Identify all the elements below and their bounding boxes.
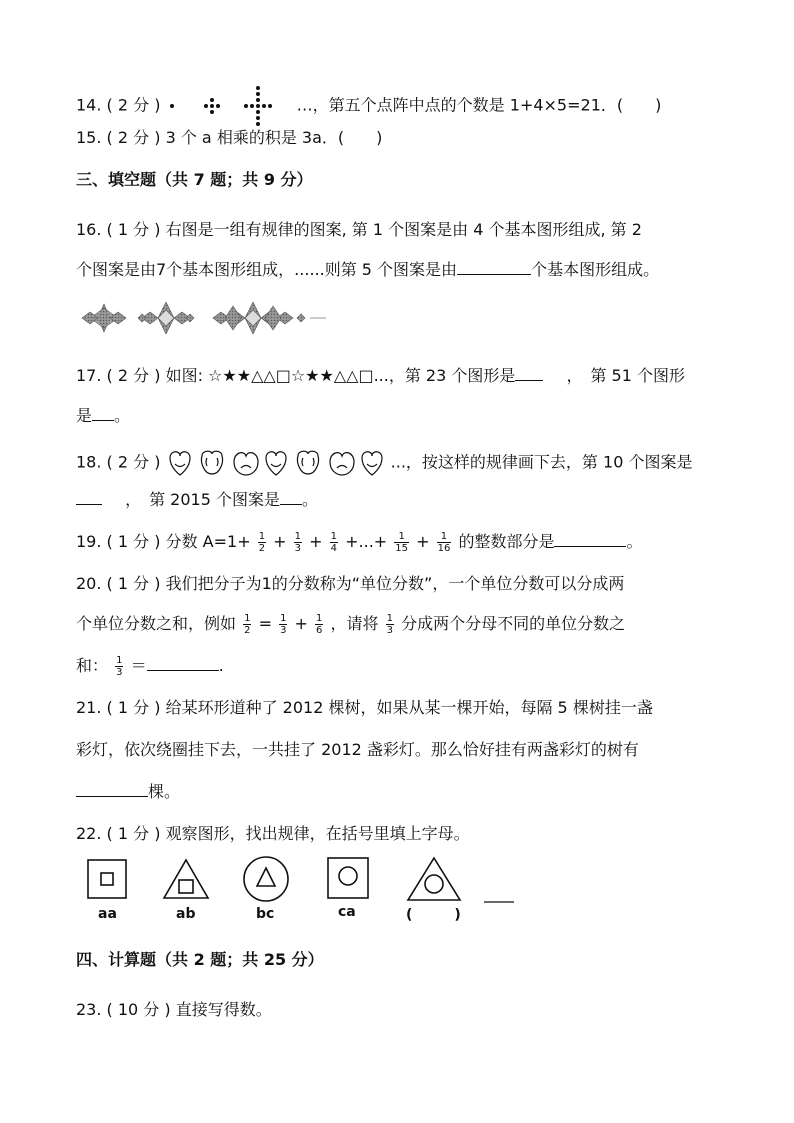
question-text: 。 <box>626 532 643 551</box>
question-text: 。 <box>114 406 131 425</box>
question-score: ( 1 分 ) <box>106 824 161 843</box>
shape-sequence-figure <box>82 856 522 904</box>
question-number: 17. <box>76 366 102 385</box>
small-triangle-shape <box>257 868 275 886</box>
answer-blank[interactable] <box>457 258 531 275</box>
question-text: ， 第 2015 个图案是 <box>125 490 280 509</box>
fraction: $\frac{1}{3}$ <box>294 531 302 554</box>
question-text: 个图案是由7个基本图形组成，......则第 5 个图案是由 <box>76 260 458 279</box>
question-20 <box>76 572 624 596</box>
question-text: ，请将 <box>330 614 379 633</box>
fraction: $\frac{1}{3}$ <box>116 655 123 678</box>
question-score: ( 1 分 ) <box>106 532 161 551</box>
section-title-fill-in: 三、填空题（共 7 题；共 9 分） <box>76 170 313 189</box>
answer-blank[interactable] <box>280 488 302 505</box>
fraction: $\frac{1}{2}$ <box>258 531 266 554</box>
question-17 <box>76 364 685 388</box>
question-text: ， 第 51 个图形 <box>566 366 686 385</box>
question-text: 3 个 a 相乘的积是 3a．( ) <box>165 128 383 147</box>
shape-label: bc <box>256 906 275 922</box>
question-number: 22. <box>76 824 102 843</box>
equals-sign: = <box>258 614 272 633</box>
question-text: ...，按这样的规律画下去，第 10 个图案是 <box>390 452 693 472</box>
question-score: ( 10 分 ) <box>106 1000 171 1019</box>
question-text: 右图是一组有规律的图案, 第 1 个图案是由 4 个基本图形组成, 第 2 <box>165 220 642 239</box>
question-score: ( 1 分 ) <box>106 574 161 593</box>
question-number: 15. <box>76 128 102 147</box>
circle-shape <box>244 857 288 901</box>
question-number: 16. <box>76 220 102 239</box>
question-18-line2 <box>76 488 318 512</box>
fraction: $\frac{1}{15}$ <box>395 531 409 554</box>
question-text: 分数 A=1+ <box>165 532 251 551</box>
answer-blank[interactable] <box>76 488 102 505</box>
plus-sign: + <box>309 532 323 551</box>
fraction: $\frac{1}{6}$ <box>316 613 323 636</box>
shape-label: ca <box>338 904 356 920</box>
plus-sign: + <box>294 614 308 633</box>
question-18 <box>76 448 692 478</box>
answer-parentheses[interactable]: ( ) <box>406 907 461 923</box>
question-21-line3 <box>76 780 180 804</box>
question-text: 个基本图形组成。 <box>531 260 660 279</box>
fraction: $\frac{1}{3}$ <box>280 613 287 636</box>
answer-blank[interactable] <box>92 404 114 421</box>
answer-blank[interactable] <box>554 530 626 547</box>
face-pattern-figure <box>166 448 386 478</box>
question-number: 21. <box>76 698 102 717</box>
plus-sign: + <box>273 532 287 551</box>
question-score: ( 2 分 ) <box>106 128 161 147</box>
question-14 <box>76 86 661 126</box>
question-16-line2 <box>76 258 659 282</box>
question-text: 观察图形，找出规律，在括号里填上字母。 <box>165 824 470 843</box>
question-score: ( 2 分 ) <box>106 452 161 472</box>
question-text: …，第五个点阵中点的个数是 1+4×5=21．( ) <box>296 95 662 115</box>
question-20-line3 <box>76 654 224 678</box>
question-23 <box>76 998 272 1022</box>
question-17-line2 <box>76 404 130 428</box>
square-shape <box>88 860 126 898</box>
small-circle-shape <box>339 867 357 885</box>
question-text: 棵。 <box>148 782 181 801</box>
question-text: 个单位分数之和，例如 <box>76 614 237 633</box>
question-text: 的整数部分是 <box>458 532 555 551</box>
square-shape <box>328 858 368 898</box>
question-number: 20. <box>76 574 102 593</box>
question-text: 。 <box>302 490 319 509</box>
fraction: $\frac{1}{4}$ <box>330 531 338 554</box>
question-number: 14. <box>76 95 102 115</box>
question-21 <box>76 696 653 720</box>
question-text: 给某环形道种了 2012 棵树，如果从某一棵开始，每隔 5 棵树挂一盏 <box>165 698 653 717</box>
question-text: 是 <box>76 406 93 425</box>
shape-label: aa <box>98 906 117 922</box>
plus-sign: + <box>416 532 430 551</box>
question-score: ( 2 分 ) <box>106 95 161 115</box>
question-text: 分成两个分母不同的单位分数之 <box>401 614 626 633</box>
section-title-calculation: 四、计算题（共 2 题；共 25 分） <box>76 950 324 969</box>
answer-blank[interactable] <box>76 780 148 797</box>
question-22 <box>76 822 470 846</box>
dot-pattern-figure <box>166 86 296 126</box>
question-text: . <box>218 656 224 675</box>
question-score: ( 1 分 ) <box>106 698 161 717</box>
question-15 <box>76 126 382 150</box>
equals-sign: ＝ <box>130 656 147 675</box>
question-text: 直接写得数。 <box>175 1000 272 1019</box>
question-text: 如图: ☆★★△△□☆★★△△□...，第 23 个图形是 <box>165 366 516 385</box>
question-20-line2 <box>76 612 625 636</box>
answer-blank[interactable] <box>515 364 543 381</box>
small-square-shape <box>101 873 113 885</box>
question-text: 和： <box>76 656 109 675</box>
fraction: $\frac{1}{2}$ <box>244 613 251 636</box>
question-number: 19. <box>76 532 102 551</box>
small-square-shape <box>179 880 193 893</box>
question-text: 我们把分子为1的分数称为“单位分数”，一个单位分数可以分成两 <box>165 574 625 593</box>
question-21-line2: 彩灯，依次绕圈挂下去，一共挂了 2012 盏彩灯。那么恰好挂有两盏彩灯的树有 <box>76 740 639 759</box>
question-16 <box>76 218 642 242</box>
question-number: 23. <box>76 1000 102 1019</box>
ellipsis-sign: +...+ <box>345 532 388 551</box>
question-19 <box>76 530 642 554</box>
small-circle-shape <box>425 875 443 893</box>
diamond-pattern-figure <box>78 298 338 344</box>
answer-blank[interactable] <box>147 654 219 671</box>
fraction: $\frac{1}{3}$ <box>386 613 393 636</box>
shape-label: ab <box>176 906 196 922</box>
question-number: 18. <box>76 452 102 472</box>
question-score: ( 1 分 ) <box>106 220 161 239</box>
fraction: $\frac{1}{16}$ <box>437 531 451 554</box>
question-score: ( 2 分 ) <box>106 366 161 385</box>
